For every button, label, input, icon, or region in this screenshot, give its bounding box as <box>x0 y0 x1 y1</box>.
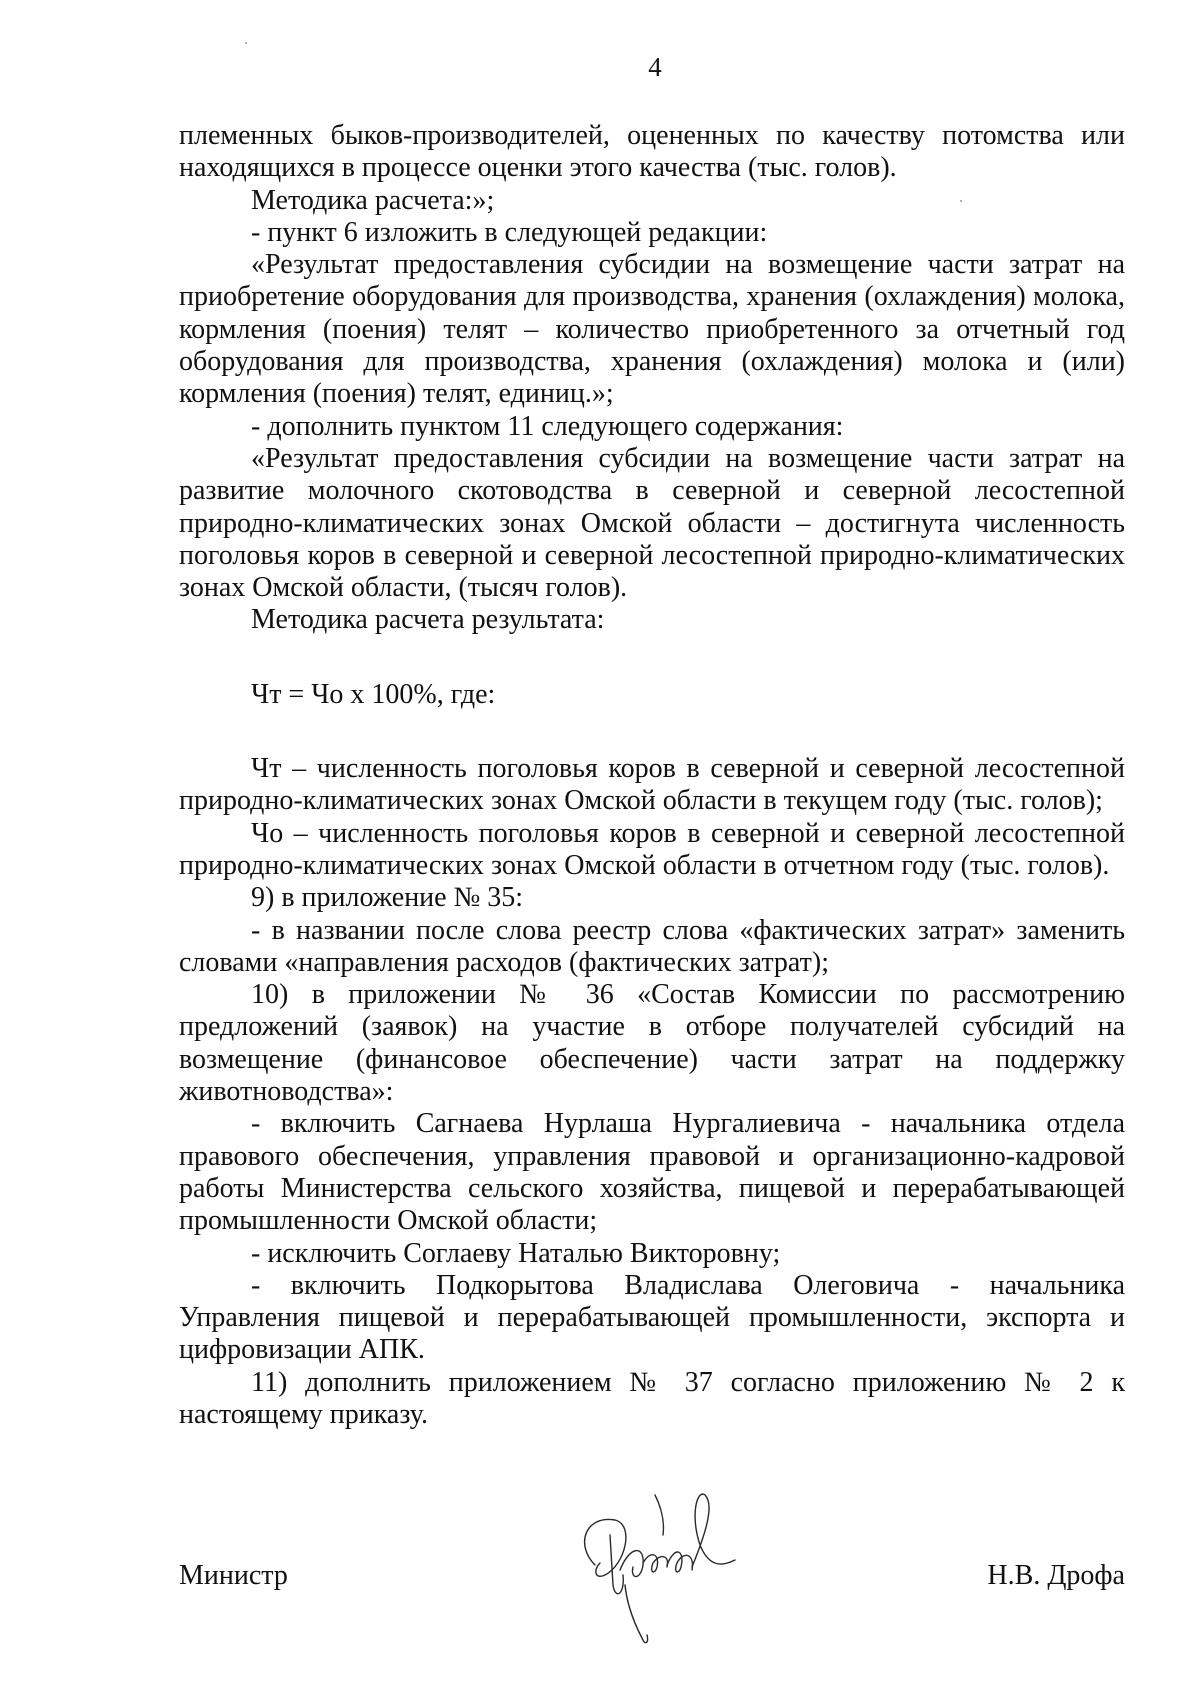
paragraph: - исключить Соглаеву Наталью Викторовну; <box>251 1237 781 1269</box>
paragraph: «Результат предоставления субсидии на возмещение части затрат на развитие молочного скотоводства в северной и северной лесостепной природно-климатических зонах Омской области – достигнута численность поголовья коров в северной и северной лесостепной природно-климатических зонах Омской области, (тысяч голов). <box>179 442 1125 604</box>
page-number: 4 <box>648 52 662 82</box>
paragraph: племенных быков-производителей, оцененных по качеству потомства или находящихся в процессе оценки этого качества (тыс. голов). <box>179 120 1125 184</box>
paragraph: - включить Подкорытова Владислава Олеговича - начальника Управления пищевой и перерабатывающей промышленности, экспорта и цифровизации АПК. <box>179 1269 1125 1366</box>
paragraph: Чо – численность поголовья коров в северной и северной лесостепной природно-климатических зонах Омской области в отчетном году (тыс. голов). <box>179 817 1125 881</box>
paragraph: Чт – численность поголовья коров в северной и северной лесостепной природно-климатических зонах Омской области в текущем году (тыс. голов); <box>179 753 1125 817</box>
paragraph: - в названии после слова реестр слова «фактических затрат» заменить словами «направления расходов (фактических затрат); <box>179 914 1125 978</box>
paragraph: Методика расчета:»; <box>251 184 495 216</box>
paragraph: - включить Сагнаева Нурлаша Нургалиевича - начальника отдела правового обеспечения, управления правовой и организационно-кадровой работы Министерства сельского хозяйства, пищевой и перерабатывающей промышленности Омской области; <box>179 1108 1125 1237</box>
paragraph: - пункт 6 изложить в следующей редакции: <box>251 216 768 248</box>
scan-speck <box>245 42 247 44</box>
signatory-name: Н.В. Дрофа <box>987 1560 1125 1591</box>
document-body <box>179 120 1125 1431</box>
paragraph: 9) в приложение № 35: <box>251 882 524 914</box>
handwritten-signature <box>565 1475 765 1655</box>
paragraph: 11) дополнить приложением № 37 согласно приложению № 2 к настоящему приказу. <box>179 1366 1125 1430</box>
signatory-title: Министр <box>179 1560 288 1591</box>
paragraph: 10) в приложении № 36 «Состав Комиссии по рассмотрению предложений (заявок) на участие в отборе получателей субсидий на возмещение (финансовое обеспечение) части затрат на поддержку животноводства»: <box>179 979 1125 1108</box>
paragraph: «Результат предоставления субсидии на возмещение части затрат на приобретение оборудования для производства, хранения (охлаждения) молока, кормления (поения) телят – количество приобретенного за отчетный год оборудования для производства, хранения (охлаждения) молока и (или) кормления (поения) телят, единиц.»; <box>179 249 1125 410</box>
formula: Чт = Чо х 100%, где: <box>251 678 496 710</box>
paragraph: Методика расчета результата: <box>251 604 605 636</box>
scan-speck <box>960 200 962 202</box>
paragraph: - дополнить пунктом 11 следующего содержания: <box>251 410 844 442</box>
